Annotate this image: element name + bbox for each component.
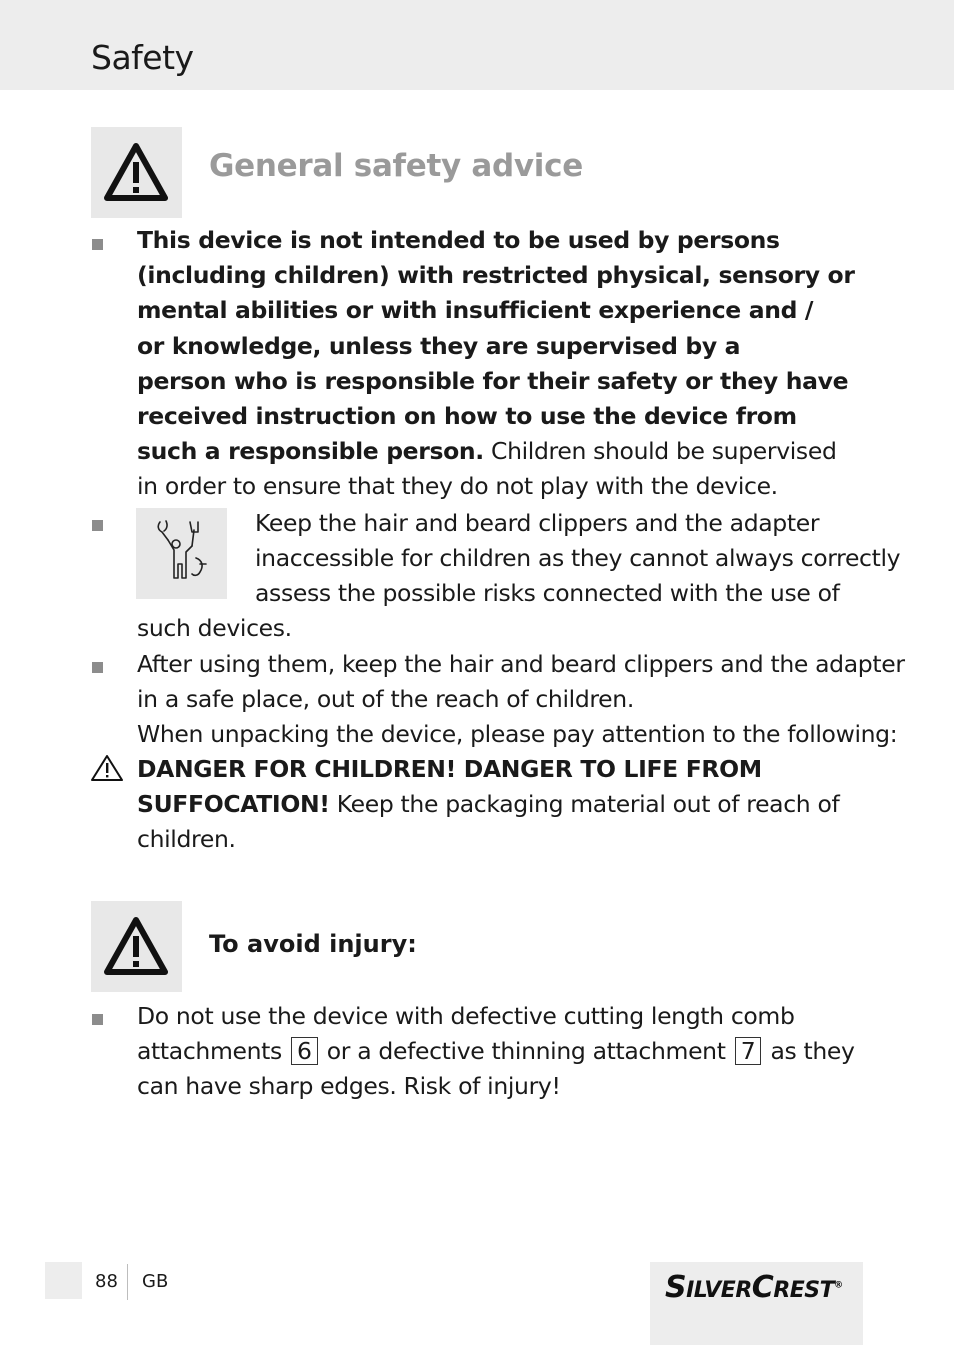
reference-number-7: 7 [735,1037,762,1065]
paragraph-children-access-end: such devices. [137,614,292,642]
page-title: Safety [91,38,194,77]
bullet [92,520,103,531]
children-icon [154,518,210,590]
section-title-avoid-injury: To avoid injury: [209,930,417,958]
warning-icon [104,916,168,976]
footer-marker [45,1262,82,1299]
language-code: GB [142,1271,169,1292]
section-title-general-safety: General safety advice [209,148,583,184]
warning-box [91,901,182,992]
page-number: 88 [95,1271,118,1292]
bullet [92,662,103,673]
paragraph-supervision: This device is not intended to be used by persons (including children) with restricted physical, sensory or mental abilities or with insufficient experience and / or knowledge, unless they are supervised by a person who is responsible for their safety or they have received instruction on how to use the device from such a responsible person. Children should be supervised in order to ensure that they do not play with the device. [137,226,855,501]
brand-logo: SILVERCREST® [665,1270,843,1305]
reference-number-6: 6 [291,1037,318,1065]
bullet [92,1014,103,1025]
warning-icon [90,754,124,782]
paragraph-defective-attachments: Do not use the device with defective cutting length comb attachments 6 or a defective thinning attachment 7 as they can have sharp edges. Risk of injury! [137,1002,855,1101]
paragraph-danger-suffocation: DANGER FOR CHILDREN! DANGER TO LIFE FROM SUFFOCATION! Keep the packaging material out of reach of children. [137,755,840,854]
children-warning-box [136,508,227,599]
warning-icon [104,142,168,202]
paragraph-children-access: Keep the hair and beard clippers and the adapter inaccessible for children as they cannot always correctly assess the possible risks connected with the use of [255,509,901,608]
bullet [92,239,103,250]
paragraph-storage: After using them, keep the hair and beard clippers and the adapter in a safe place, out of the reach of children. When unpacking the device, please pay attention to the following: [137,650,905,749]
divider [127,1264,128,1300]
warning-box [91,127,182,218]
